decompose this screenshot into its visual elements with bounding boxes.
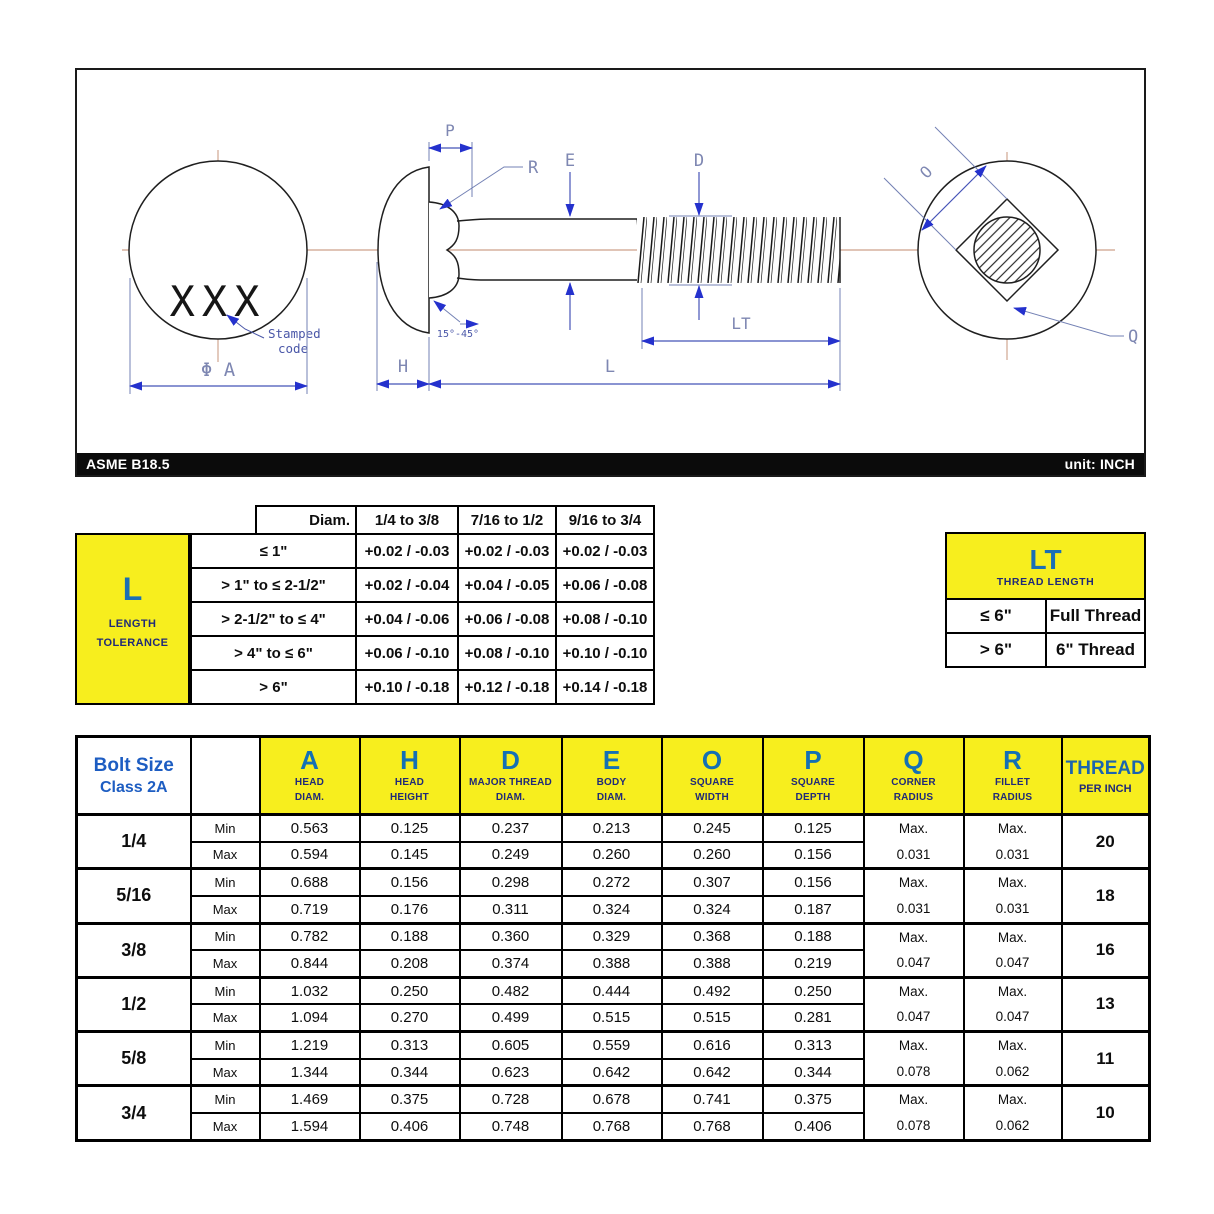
corner-radius-cell: [864, 923, 964, 977]
fillet-radius-cell: [964, 923, 1062, 977]
min-label: Min: [191, 869, 260, 896]
tolerance-cell: +0.10 / -0.18: [356, 670, 458, 704]
value-cell: 0.492: [662, 977, 763, 1004]
q-value: 0.047: [896, 955, 931, 971]
tolerance-cell: +0.10 / -0.10: [556, 636, 654, 670]
l-subtitle-line1: LENGTH: [108, 618, 157, 630]
tolerance-cell: +0.04 / -0.06: [356, 602, 458, 636]
value-cell: 0.307: [662, 869, 763, 896]
value-cell: 0.208: [360, 950, 460, 977]
value-cell: 0.594: [260, 842, 360, 869]
r-value: 0.062: [995, 1118, 1030, 1134]
tolerance-cell: +0.06 / -0.10: [356, 636, 458, 670]
tolerance-cell: +0.02 / -0.03: [458, 534, 556, 568]
value-cell: 0.605: [460, 1032, 562, 1059]
value-cell: 0.499: [460, 1004, 562, 1031]
tolerance-cell: +0.06 / -0.08: [458, 602, 556, 636]
value-cell: 1.344: [260, 1059, 360, 1086]
value-cell: 0.313: [763, 1032, 864, 1059]
value-cell: 1.469: [260, 1086, 360, 1113]
max-abbr: Max.: [997, 929, 1028, 945]
table-row: [77, 977, 1150, 1004]
max-label: Max: [191, 1004, 260, 1031]
thread-per-inch-cell: 16: [1062, 923, 1150, 977]
fillet-radius-cell: [964, 815, 1062, 869]
value-cell: 0.187: [763, 896, 864, 923]
value-cell: 0.156: [763, 869, 864, 896]
tolerance-cell: +0.14 / -0.18: [556, 670, 654, 704]
table-row: [77, 1032, 1150, 1059]
stamped-label-line2: code: [278, 341, 309, 356]
min-label: Min: [191, 1086, 260, 1113]
value-cell: 0.375: [763, 1086, 864, 1113]
value-cell: 0.324: [562, 896, 662, 923]
max-label: Max: [191, 842, 260, 869]
table-row: [77, 869, 1150, 896]
table-row: [191, 636, 654, 670]
dia-label: Φ A: [200, 359, 236, 381]
min-label: Min: [191, 977, 260, 1004]
thread-length-title-cell: [946, 533, 1145, 599]
value-cell: 0.360: [460, 923, 562, 950]
thread-length-table: [945, 532, 1146, 668]
q-value: 0.031: [896, 846, 931, 862]
col-letter: H: [400, 744, 419, 775]
shank-section-hatched: [974, 217, 1040, 283]
col-sub: HEAD: [294, 777, 325, 789]
table-row: [191, 670, 654, 704]
q-label: Q: [1128, 327, 1139, 347]
value-cell: 0.329: [562, 923, 662, 950]
header-row: [77, 737, 1150, 815]
condition-cell: ≤ 6": [946, 599, 1046, 633]
bolt-size-cell: 1/4: [77, 815, 191, 869]
angle-label: 15°-45°: [436, 329, 480, 340]
max-abbr: Max.: [997, 1038, 1028, 1054]
value-cell: 1.219: [260, 1032, 360, 1059]
r-value: 0.047: [995, 1009, 1030, 1025]
angle-leader: [434, 301, 460, 322]
max-abbr: Max.: [997, 875, 1028, 891]
value-cell: 1.032: [260, 977, 360, 1004]
column-header-q: [864, 737, 964, 815]
max-label: Max: [191, 896, 260, 923]
value-cell: 0.406: [360, 1113, 460, 1140]
max-abbr: Max.: [898, 1038, 929, 1054]
row-label: > 1" to ≤ 2-1/2": [191, 568, 356, 602]
table-row: [946, 599, 1145, 633]
q-value: 0.078: [896, 1118, 931, 1134]
r-value: 0.031: [995, 900, 1030, 916]
column-header-o: [662, 737, 763, 815]
corner-radius-cell: [864, 869, 964, 923]
r-leader: [440, 167, 523, 209]
fillet-bottom: [457, 278, 489, 280]
max-abbr: Max.: [898, 929, 929, 945]
col-sub: RADIUS: [893, 792, 934, 804]
value-cell: 0.515: [662, 1004, 763, 1031]
value-cell: 0.245: [662, 815, 763, 842]
value-cell: 0.678: [562, 1086, 662, 1113]
fillet-top: [457, 219, 489, 221]
column-header-d: [460, 737, 562, 815]
row-label: ≤ 1": [191, 534, 356, 568]
l-subtitle: [77, 615, 188, 652]
bolt-head-dome: [378, 167, 429, 333]
bolt-size-header: [77, 737, 191, 815]
col-sub: SQUARE: [791, 777, 835, 789]
col-sub: RADIUS: [992, 792, 1033, 804]
value-cell: 0.324: [662, 896, 763, 923]
value-cell: 0.344: [763, 1059, 864, 1086]
column-header-p: [763, 737, 864, 815]
value-cell: 0.250: [360, 977, 460, 1004]
corner-radius-cell: [864, 1032, 964, 1086]
thread-per-inch-cell: 13: [1062, 977, 1150, 1031]
length-tolerance-table: [190, 533, 655, 705]
col-letter: P: [804, 744, 822, 775]
diam-range-header: 7/16 to 1/2: [458, 506, 556, 534]
value-cell: 0.188: [360, 923, 460, 950]
table-row: [191, 534, 654, 568]
bolt-size-title: Bolt Size: [93, 755, 174, 777]
value-cell: 0.515: [562, 1004, 662, 1031]
col-sub: SQUARE: [690, 777, 734, 789]
value-cell: 0.642: [562, 1059, 662, 1086]
value-cell: 0.125: [763, 815, 864, 842]
q-value: 0.078: [896, 1063, 931, 1079]
bolt-size-cell: 3/8: [77, 923, 191, 977]
value-cell: 0.388: [662, 950, 763, 977]
row-label: > 4" to ≤ 6": [191, 636, 356, 670]
lt-symbol: LT: [1029, 543, 1062, 575]
thread-per-inch-cell: 20: [1062, 815, 1150, 869]
max-abbr: Max.: [997, 821, 1028, 836]
r-value: 0.062: [995, 1063, 1030, 1079]
value-cell: 0.311: [460, 896, 562, 923]
technical-drawing-panel: [75, 68, 1146, 477]
lt-subtitle: THREAD LENGTH: [996, 576, 1095, 589]
value-cell: 0.313: [360, 1032, 460, 1059]
value-cell: 0.281: [763, 1004, 864, 1031]
value-cell: 0.388: [562, 950, 662, 977]
value-cell: 0.176: [360, 896, 460, 923]
value-cell: 0.249: [460, 842, 562, 869]
diam-range-header: 1/4 to 3/8: [356, 506, 458, 534]
value-cell: 0.482: [460, 977, 562, 1004]
corner-radius-cell: [864, 815, 964, 869]
col-sub: CORNER: [891, 777, 936, 789]
l-subtitle-line2: TOLERANCE: [96, 636, 169, 649]
threaded-section: [637, 217, 840, 283]
table-row: [191, 602, 654, 636]
value-cell: 0.219: [763, 950, 864, 977]
max-label: Max: [191, 1113, 260, 1140]
max-label: Max: [191, 1059, 260, 1086]
value-cell: 0.125: [360, 815, 460, 842]
min-label: Min: [191, 815, 260, 842]
value-cell: 0.768: [662, 1113, 763, 1140]
stamped-code-marks: XXX: [169, 277, 267, 326]
max-abbr: Max.: [997, 983, 1028, 999]
value-cell: 0.156: [360, 869, 460, 896]
r-label: R: [528, 158, 539, 178]
col-sub: WIDTH: [695, 792, 729, 804]
value-cell: 0.782: [260, 923, 360, 950]
q-value: 0.031: [896, 900, 931, 916]
tolerance-cell: +0.04 / -0.05: [458, 568, 556, 602]
table-row: [77, 815, 1150, 842]
l-label: L: [604, 357, 616, 377]
stamped-label-line1: Stamped: [268, 326, 321, 341]
thread-subtitle: PER INCH: [1078, 782, 1132, 795]
max-abbr: Max.: [898, 821, 929, 836]
col-sub: HEIGHT: [390, 792, 429, 804]
row-label: > 2-1/2" to ≤ 4": [191, 602, 356, 636]
fillet-radius-cell: [964, 977, 1062, 1031]
value-cell: 0.728: [460, 1086, 562, 1113]
o-label: O: [915, 161, 937, 183]
value-cell: 0.260: [662, 842, 763, 869]
col-sub: DIAM.: [294, 792, 325, 804]
length-tolerance-header: [255, 505, 655, 535]
q-value: 0.047: [896, 1009, 931, 1025]
value-cell: 0.270: [360, 1004, 460, 1031]
tolerance-cell: +0.12 / -0.18: [458, 670, 556, 704]
result-cell: Full Thread: [1046, 599, 1145, 633]
value-cell: 0.844: [260, 950, 360, 977]
table-row: [77, 1086, 1150, 1113]
col-sub: HEAD: [394, 777, 425, 789]
tolerance-cell: +0.08 / -0.10: [556, 602, 654, 636]
dimensions-table: [75, 735, 1151, 1142]
length-tolerance-title-cell: [75, 533, 190, 705]
bolt-size-cell: 5/8: [77, 1032, 191, 1086]
col-sub: BODY: [596, 777, 627, 789]
col-letter: O: [701, 744, 723, 775]
value-cell: 0.623: [460, 1059, 562, 1086]
max-label: Max: [191, 950, 260, 977]
col-letter: A: [300, 744, 319, 775]
minmax-header: [191, 737, 260, 815]
unit-note: unit: INCH: [1064, 456, 1135, 472]
value-cell: 0.375: [360, 1086, 460, 1113]
thread-title: THREAD: [1065, 758, 1145, 780]
h-label: H: [397, 357, 409, 377]
value-cell: 0.213: [562, 815, 662, 842]
value-cell: 0.156: [763, 842, 864, 869]
condition-cell: > 6": [946, 633, 1046, 667]
value-cell: 0.719: [260, 896, 360, 923]
col-letter: D: [501, 744, 520, 775]
column-header-r: [964, 737, 1062, 815]
value-cell: 0.688: [260, 869, 360, 896]
fillet-radius-cell: [964, 1086, 1062, 1140]
fillet-radius-cell: [964, 869, 1062, 923]
value-cell: 0.741: [662, 1086, 763, 1113]
value-cell: 0.260: [562, 842, 662, 869]
value-cell: 0.563: [260, 815, 360, 842]
col-letter: E: [602, 744, 621, 775]
value-cell: 0.559: [562, 1032, 662, 1059]
class-title: Class 2A: [99, 778, 168, 796]
table-row: [77, 923, 1150, 950]
tolerance-cell: +0.02 / -0.04: [356, 568, 458, 602]
value-cell: 0.272: [562, 869, 662, 896]
value-cell: 0.368: [662, 923, 763, 950]
table-row: [191, 568, 654, 602]
value-cell: 0.444: [562, 977, 662, 1004]
d-label: D: [693, 151, 705, 171]
col-sub: DEPTH: [795, 792, 831, 804]
column-header-h: [360, 737, 460, 815]
carriage-bolt-drawing: [77, 70, 1144, 453]
max-abbr: Max.: [997, 1092, 1028, 1108]
bolt-size-cell: 5/16: [77, 869, 191, 923]
standard-name: ASME B18.5: [86, 456, 170, 472]
column-header-e: [562, 737, 662, 815]
value-cell: 0.188: [763, 923, 864, 950]
col-sub: DIAM.: [495, 792, 526, 804]
max-abbr: Max.: [898, 1092, 929, 1108]
e-label: E: [564, 151, 576, 171]
l-symbol: L: [122, 571, 143, 607]
value-cell: 0.298: [460, 869, 562, 896]
column-header-thread: [1062, 737, 1150, 815]
col-sub: FILLET: [994, 777, 1031, 789]
col-sub: DIAM.: [596, 792, 627, 804]
thread-per-inch-cell: 10: [1062, 1086, 1150, 1140]
lt-label: LT: [731, 314, 751, 333]
value-cell: 0.250: [763, 977, 864, 1004]
p-label: P: [445, 121, 455, 140]
corner-radius-cell: [864, 1086, 964, 1140]
value-cell: 0.748: [460, 1113, 562, 1140]
value-cell: 0.642: [662, 1059, 763, 1086]
tolerance-cell: +0.08 / -0.10: [458, 636, 556, 670]
value-cell: 0.406: [763, 1113, 864, 1140]
result-cell: 6" Thread: [1046, 633, 1145, 667]
row-label: > 6": [191, 670, 356, 704]
col-letter: Q: [903, 744, 924, 775]
value-cell: 0.237: [460, 815, 562, 842]
value-cell: 1.594: [260, 1113, 360, 1140]
title-bar: [77, 453, 1144, 475]
min-label: Min: [191, 923, 260, 950]
r-value: 0.047: [995, 955, 1030, 971]
thread-per-inch-cell: 18: [1062, 869, 1150, 923]
col-sub: MAJOR THREAD: [469, 777, 552, 789]
value-cell: 0.768: [562, 1113, 662, 1140]
value-cell: 0.344: [360, 1059, 460, 1086]
tolerance-cell: +0.06 / -0.08: [556, 568, 654, 602]
diam-range-header: 9/16 to 3/4: [556, 506, 654, 534]
max-abbr: Max.: [898, 983, 929, 999]
value-cell: 0.145: [360, 842, 460, 869]
bolt-size-cell: 3/4: [77, 1086, 191, 1140]
diam-header: Diam.: [256, 506, 356, 534]
table-row: [946, 633, 1145, 667]
tolerance-cell: +0.02 / -0.03: [556, 534, 654, 568]
r-value: 0.031: [995, 846, 1030, 862]
max-abbr: Max.: [898, 875, 929, 891]
min-label: Min: [191, 1032, 260, 1059]
fillet-radius-cell: [964, 1032, 1062, 1086]
col-letter: R: [1003, 744, 1022, 775]
tolerance-cell: +0.02 / -0.03: [356, 534, 458, 568]
bolt-size-cell: 1/2: [77, 977, 191, 1031]
column-header-a: [260, 737, 360, 815]
value-cell: 1.094: [260, 1004, 360, 1031]
thread-per-inch-cell: 11: [1062, 1032, 1150, 1086]
value-cell: 0.616: [662, 1032, 763, 1059]
value-cell: 0.374: [460, 950, 562, 977]
corner-radius-cell: [864, 977, 964, 1031]
